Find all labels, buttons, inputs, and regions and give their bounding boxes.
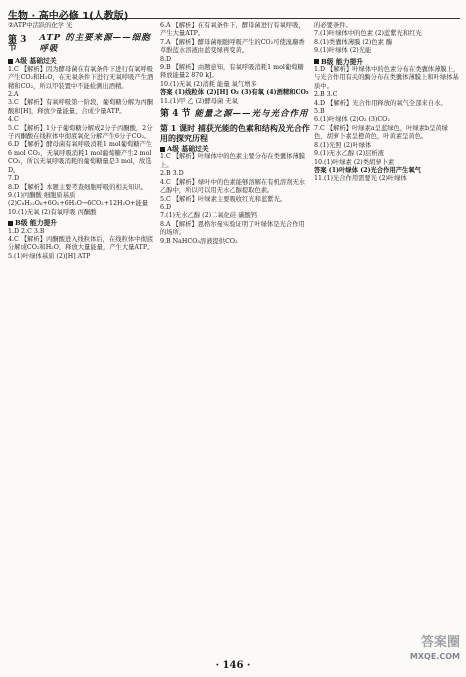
level-b-label: B级 能力提升 (15, 219, 58, 228)
level-b-heading (314, 58, 460, 66)
watermark-url: MXQE.COM (409, 652, 460, 661)
chapter-number: 第 4 节 (160, 109, 191, 120)
level-b-label: B级 能力提升 (321, 57, 364, 66)
answer-line: 9.(1)丙酮酸 细胞质基质 (8, 191, 76, 199)
answer-line: 5.C 【解析】叶绿素主要吸收红光和蓝紫光。 (160, 195, 287, 203)
section-number: 第 3 节 (8, 35, 27, 54)
answer-line: (2)C₆H₁₂O₆+6O₂+6H₂O→6CO₂+12H₂O+能量 (8, 200, 149, 208)
answer-line: 6.A 【解析】在有氧条件下，酵母菌进行有氧呼吸，产生大量ATP。 (160, 22, 305, 38)
answer-line: 5.B (314, 108, 325, 116)
answer-line: 8.(1)光照 (2)叶绿体 (314, 141, 372, 149)
level-a-label: A级 基础过关 (15, 57, 57, 66)
answer-line: 7.(1)叶绿体中的色素 (2)蓝紫光和红光 (314, 30, 422, 38)
answer-line: 9.B 【解析】由题意知，有氧呼吸消耗1 mol葡萄糖释放能量2 870 kJ。 (160, 64, 304, 80)
answer-line: 10.(1)无氧 (2)消耗 能量 氧气增多 (160, 80, 257, 88)
level-b-heading (8, 219, 156, 227)
answer-line: 2.B 3.C (314, 91, 338, 99)
answer-line: 1.C 【解析】因为酵母菌在有氧条件下进行有氧呼吸产生CO₂和H₂O，在无氧条件下进行无氧呼吸产生酒精和CO₂，所以甲装置中不能检测出酒精。 (8, 65, 154, 90)
answer-line: 8.D 【解析】本题主要考查细胞呼吸的相关知识。 (8, 183, 147, 191)
answer-line: 5.C 【解析】1分子葡萄糖分解成2分子丙酮酸，2分子丙酮酸在线粒体中彻底氧化分解产生6分子CO₂。 (8, 124, 153, 141)
answer-line: 6.(1)叶绿体 (2)O₂ (3)CO₂ (314, 116, 390, 124)
answer-line: 9.B NaHCO₃溶液提供CO₂ (160, 237, 238, 245)
answer-line: 答案 (1)叶绿体 (2)光合作用产生氧气 (314, 166, 421, 174)
level-a-label: A级 基础过关 (167, 145, 209, 154)
answer-line: 4.C 【解析】绿叶中的色素能够溶解在有机溶剂无水乙醇中，所以可以用无水乙醇提取色素。 (160, 178, 306, 195)
page-header (8, 4, 460, 22)
answer-line: 1.D 【解析】叶绿体中的色素分布在类囊体薄膜上，与光合作用有关的酶分布在类囊体薄膜上和叶绿体基质中。 (314, 66, 460, 90)
answer-line: 4.D 【解析】光合作用释放的氧气全部来自水。 (314, 99, 447, 107)
answer-line: 9.(1)无水乙醇 (2)层析液 (314, 150, 384, 158)
intro-line: ②ATP中活跃的化学 光 (8, 22, 73, 29)
page-number: · 146 · (215, 660, 251, 671)
answer-line: 的必要条件。 (314, 22, 352, 29)
answer-line: 7.D (8, 175, 20, 183)
answer-line: 8.A 【解析】恩格尔曼实验证明了叶绿体是光合作用的场所。 (160, 220, 305, 237)
column-3 (314, 22, 460, 650)
answer-line: 11.(1)光合作用需要光 (2)叶绿体 (314, 175, 407, 183)
chapter-heading (160, 109, 310, 120)
answer-line: 1.D 2.C 3.B (8, 227, 45, 235)
answer-line: 答案 (1)线粒体 (2)[H] O₂ (3)有氧 (4)酒精和CO₂ (160, 89, 309, 97)
answer-line: 8.(1)类囊体薄膜 (2)色素 酶 (314, 38, 393, 46)
section-title: ATP 的主要来源——细胞呼吸 (39, 33, 151, 55)
answer-line: 10.(1)叶绿素 (2)类胡萝卜素 (314, 158, 395, 166)
lesson-title: 第 1 课时 捕获光能的色素和结构及光合作用的探究历程 (160, 123, 310, 144)
level-marker (160, 147, 165, 152)
section-heading (8, 33, 156, 55)
answer-line: 3.C 【解析】有氧呼吸第一阶段，葡萄糖分解为丙酮酸和[H]，释放少量能量，合成少量ATP。 (8, 99, 154, 115)
answer-line: 6.D (160, 203, 172, 211)
watermark-text: 答案圈 (420, 635, 460, 650)
answer-line: 7.(1)无水乙醇 (2)二氧化硅 碳酸钙 (160, 212, 258, 220)
column-1 (8, 22, 156, 650)
header-title: 生物 · 高中必修 1(人教版) (8, 11, 129, 22)
answer-line: 4.C (8, 116, 19, 124)
answer-line: 7.A 【解析】酵母菌细胞呼吸产生的CO₂可使溴麝香草酚蓝水溶液由蓝变绿再变黄。 (160, 38, 305, 55)
column-2 (160, 22, 310, 650)
answer-line: 2.B 3.D (160, 170, 184, 178)
level-marker (314, 59, 319, 64)
answer-line: 8.D (160, 55, 172, 63)
answer-line: 6.D 【解析】酵母菌有氧呼吸消耗1 mol葡萄糖产生6 mol CO₂，无氧呼吸消耗1 mol葡萄糖产生2 mol CO₂，所以无氧呼吸消耗的葡萄糖量是3 mol，故选D。 (8, 141, 153, 174)
answer-line: 7.C 【解析】叶绿素a呈蓝绿色，叶绿素b呈黄绿色，胡萝卜素呈橙黄色，叶黄素呈黄色。 (314, 124, 448, 141)
level-marker (8, 59, 13, 64)
level-marker (8, 221, 13, 226)
answer-line: 10.(1)无氧 (2)有氧呼吸 丙酮酸 (8, 208, 97, 216)
answer-line: 5.(1)叶绿体基质 (2)[H] ATP (8, 252, 91, 260)
chapter-title: 能量之源——光与光合作用 (194, 109, 309, 120)
answer-line: 4.C 【解析】丙酮酸进入线粒体后，在线粒体中彻底分解成CO₂和H₂O，释放大量能量，产生大量ATP。 (8, 235, 154, 252)
answer-line: 1.C 【解析】叶绿体中的色素主要分布在类囊体薄膜上。 (160, 153, 306, 169)
answer-line: 11.(1)甲 乙 (2)酵母菌 无氧 (160, 97, 238, 105)
answer-line: 2.A (8, 91, 19, 99)
answer-line: 9.(1)叶绿体 (2)光能 (314, 47, 372, 55)
level-a-heading (8, 57, 156, 65)
